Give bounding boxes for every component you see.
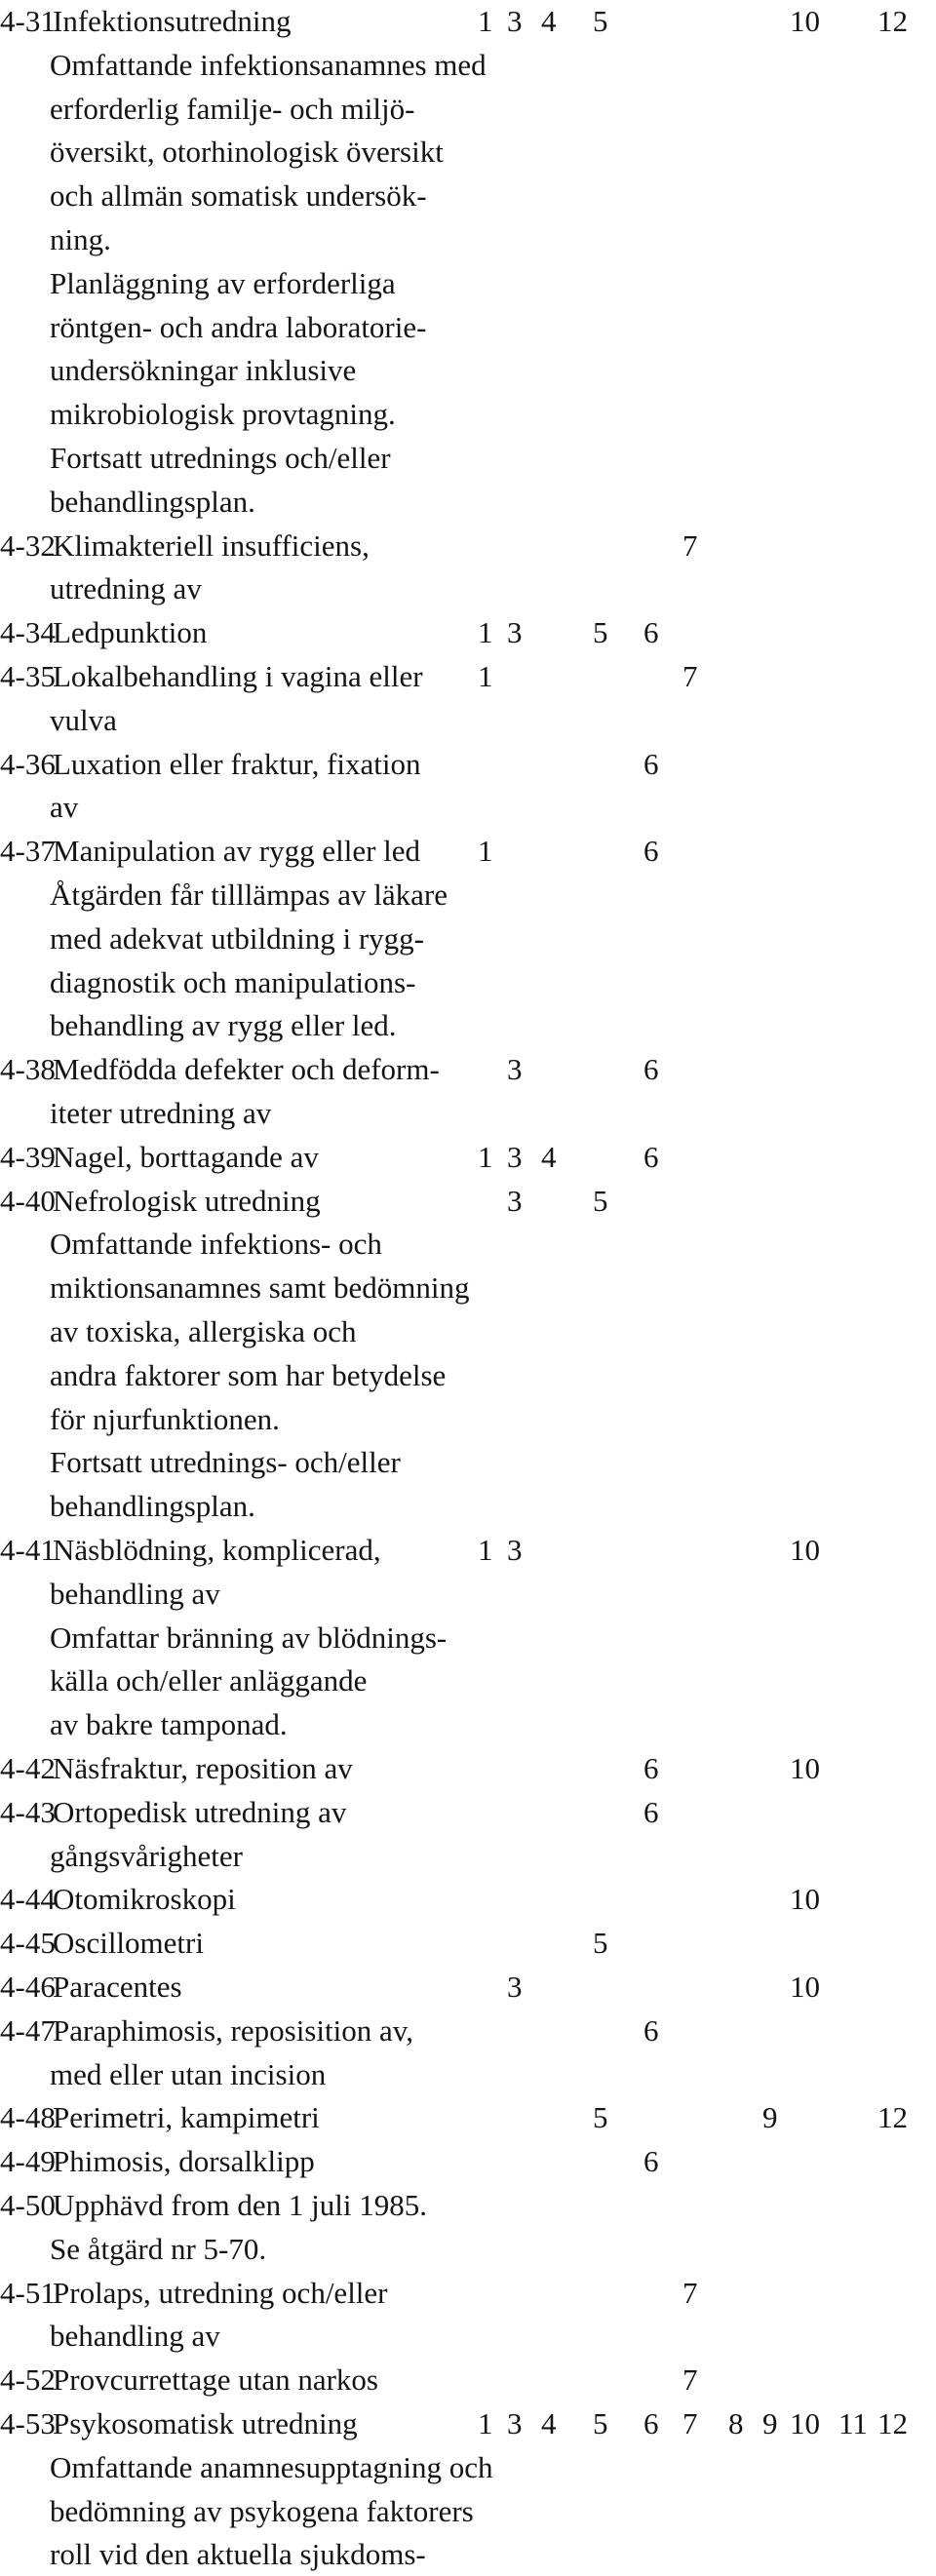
- entry-description: Fortsatt utrednings- och/eller: [50, 1445, 401, 1480]
- category-number: 6: [644, 746, 659, 781]
- entry-heading-line: [0, 2184, 936, 2227]
- entry-description-line: [0, 393, 936, 436]
- category-number: 1: [478, 615, 493, 650]
- entry-description: Åtgärden får tilllämpas av läkare: [50, 878, 448, 912]
- entry-description: av bakre tamponad.: [50, 1707, 288, 1742]
- entry-description: för njurfunktionen.: [50, 1401, 280, 1436]
- entry-description-line: [0, 44, 936, 87]
- entry-description-line: [0, 1573, 936, 1616]
- entry-description: behandling av rygg eller led.: [50, 1008, 397, 1043]
- entry-code: 4-38: [0, 1052, 56, 1087]
- entry-description: källa och/eller anläggande: [50, 1663, 368, 1698]
- entry-heading-line: [0, 2096, 936, 2139]
- category-number: 10: [790, 1970, 820, 2004]
- category-number: 6: [644, 2144, 659, 2179]
- entry-description: behandlingsplan.: [50, 484, 255, 519]
- category-number: 10: [790, 4, 820, 38]
- entry-heading-line: [0, 830, 936, 873]
- category-number: 6: [644, 1794, 659, 1829]
- entry-description-line: [0, 786, 936, 829]
- entry-description-line: [0, 2533, 936, 2576]
- category-number: 1: [478, 834, 493, 869]
- category-number: 4: [541, 4, 557, 38]
- entry-heading-line: [0, 1966, 936, 2009]
- entry-title: Lokalbehandling i vagina eller: [53, 659, 423, 693]
- entry-description: behandling av: [50, 2319, 220, 2354]
- entry-title: Provcurrettage utan narkos: [53, 2362, 378, 2398]
- entry-description: diagnostik och manipulations-: [50, 964, 416, 999]
- entry-title: Perimetri, kampimetri: [53, 2100, 320, 2135]
- entry-description: av: [50, 790, 79, 825]
- entry-description-line: [0, 2490, 936, 2533]
- entry-description-line: [0, 218, 936, 261]
- entry-heading-line: [0, 2359, 936, 2401]
- category-number: 12: [878, 2100, 908, 2135]
- entry-title: Nagel, borttagande av: [53, 1139, 319, 1174]
- entry-heading-line: [0, 1180, 936, 1223]
- entry-description-line: [0, 2446, 936, 2489]
- entry-description: erforderlig familje- och miljö-: [50, 91, 415, 126]
- entry-description-line: [0, 1703, 936, 1746]
- entry-heading-line: [0, 2402, 936, 2445]
- entry-heading-line: [0, 611, 936, 654]
- category-number: 1: [478, 1533, 493, 1567]
- entry-code: 4-37: [0, 834, 56, 869]
- entry-title: Nefrologisk utredning: [53, 1183, 321, 1218]
- entry-code: 4-48: [0, 2100, 56, 2135]
- entry-description: iteter utredning av: [50, 1096, 272, 1130]
- category-number: 6: [644, 1139, 659, 1174]
- entry-description: översikt, otorhinologisk översikt: [50, 135, 444, 170]
- category-number: 10: [790, 1533, 820, 1567]
- category-number: 7: [682, 527, 698, 563]
- category-number: 11: [838, 2406, 868, 2440]
- entry-description: med eller utan incision: [50, 2056, 327, 2091]
- entry-description: Planläggning av erforderliga: [50, 265, 396, 300]
- category-number: 6: [644, 2012, 659, 2048]
- entry-code: 4-51: [0, 2275, 56, 2310]
- category-number: 3: [507, 4, 523, 38]
- category-number: 5: [593, 2406, 608, 2440]
- category-number: 9: [762, 2406, 778, 2440]
- entry-description-line: [0, 1441, 936, 1484]
- entry-description: Omfattande anamnesupptagning och: [50, 2449, 493, 2484]
- entry-description: behandlingsplan.: [50, 1489, 255, 1524]
- category-number: 3: [507, 1139, 523, 1174]
- category-number: 1: [478, 2406, 493, 2440]
- entry-description: Fortsatt utrednings och/eller: [50, 441, 391, 475]
- entry-code: 4-34: [0, 615, 56, 650]
- entry-heading-line: [0, 1878, 936, 1921]
- category-number: 4: [541, 1139, 557, 1174]
- entry-title: Prolaps, utredning och/eller: [53, 2275, 388, 2310]
- entry-description-line: [0, 1223, 936, 1266]
- entry-description-line: [0, 2053, 936, 2096]
- entry-heading-line: [0, 1529, 936, 1572]
- entry-title: Paraphimosis, reposisition av,: [53, 2012, 413, 2048]
- category-number: 5: [593, 1926, 608, 1961]
- entry-description: och allmän somatisk undersök-: [50, 178, 427, 214]
- entry-code: 4-47: [0, 2012, 56, 2048]
- entry-title: Näsblödning, komplicerad,: [53, 1533, 381, 1567]
- entry-code: 4-44: [0, 1882, 56, 1917]
- entry-description-line: [0, 567, 936, 610]
- entry-description-line: [0, 262, 936, 305]
- entry-description-line: [0, 437, 936, 480]
- category-number: 5: [593, 2100, 608, 2135]
- entry-heading-line: [0, 1922, 936, 1965]
- entry-title: Paracentes: [53, 1970, 182, 2004]
- entry-heading-line: [0, 2010, 936, 2052]
- entry-code: 4-53: [0, 2406, 56, 2440]
- entry-description-line: [0, 1354, 936, 1397]
- entry-title: Luxation eller fraktur, fixation: [53, 746, 421, 781]
- category-number: 5: [593, 1183, 608, 1218]
- entry-heading-line: [0, 1791, 936, 1834]
- entry-heading-line: [0, 1048, 936, 1091]
- category-number: 10: [790, 1882, 820, 1917]
- entry-description-line: [0, 349, 936, 392]
- entry-heading-line: [0, 2140, 936, 2183]
- entry-code: 4-43: [0, 1794, 56, 1829]
- entry-code: 4-45: [0, 1926, 56, 1961]
- entry-code: 4-41: [0, 1533, 56, 1567]
- entry-heading-line: [0, 1747, 936, 1790]
- entry-description-line: [0, 481, 936, 524]
- entry-description-line: [0, 1092, 936, 1135]
- category-number: 6: [644, 1751, 659, 1785]
- entry-description: miktionsanamnes samt bedömning: [50, 1270, 470, 1306]
- entry-heading-line: [0, 743, 936, 786]
- category-number: 12: [878, 4, 908, 38]
- entry-description-line: [0, 961, 936, 1004]
- entry-description-line: [0, 1004, 936, 1047]
- category-number: 7: [682, 2362, 698, 2398]
- entry-heading-line: [0, 655, 936, 698]
- entry-description: av toxiska, allergiska och: [50, 1314, 357, 1348]
- entry-title: Oscillometri: [53, 1926, 204, 1961]
- category-number: 5: [593, 615, 608, 650]
- entry-description-line: [0, 1310, 936, 1353]
- entry-description: mikrobiologisk provtagning.: [50, 397, 396, 432]
- category-number: 3: [507, 1970, 523, 2004]
- entry-code: 4-31: [0, 4, 56, 38]
- entry-description-line: [0, 1835, 936, 1878]
- entry-title: Näsfraktur, reposition av: [53, 1751, 353, 1785]
- entry-description-line: [0, 1267, 936, 1309]
- entry-description: undersökningar inklusive: [50, 353, 357, 388]
- entry-description-line: [0, 306, 936, 349]
- entry-code: 4-52: [0, 2362, 56, 2398]
- entry-description: andra faktorer som har betydelse: [50, 1357, 447, 1392]
- entry-title: Manipulation av rygg eller led: [53, 834, 421, 869]
- entry-code: 4-42: [0, 1751, 56, 1785]
- entry-description: Se åtgärd nr 5-70.: [50, 2231, 267, 2266]
- entry-description-line: [0, 88, 936, 131]
- entry-description: Omfattande infektions- och: [50, 1227, 382, 1262]
- category-number: 1: [478, 1139, 493, 1174]
- entry-title: Ledpunktion: [53, 615, 208, 650]
- entry-title: Upphävd from den 1 juli 1985.: [53, 2188, 428, 2222]
- entry-title: Klimakteriell insufficiens,: [53, 527, 370, 563]
- category-number: 3: [507, 1533, 523, 1567]
- entry-title: Phimosis, dorsalklipp: [53, 2144, 315, 2179]
- entry-description-line: [0, 1659, 936, 1702]
- category-number: 3: [507, 1052, 523, 1087]
- entry-title: Otomikroskopi: [53, 1882, 236, 1917]
- entry-description: bedömning av psykogena faktorers: [50, 2493, 474, 2528]
- entry-description-line: [0, 874, 936, 917]
- entry-description-line: [0, 175, 936, 217]
- category-number: 7: [682, 2275, 698, 2310]
- entry-description-line: [0, 917, 936, 960]
- entry-description: med adekvat utbildning i rygg-: [50, 920, 424, 956]
- category-number: 6: [644, 1052, 659, 1087]
- entry-description-line: [0, 2228, 936, 2271]
- category-number: 6: [644, 2406, 659, 2440]
- entry-description-line: [0, 1617, 936, 1659]
- entry-heading-line: [0, 525, 936, 567]
- entry-description: Omfattar bränning av blödnings-: [50, 1620, 448, 1655]
- entry-code: 4-32: [0, 527, 56, 563]
- category-number: 7: [682, 2406, 698, 2440]
- entry-code: 4-35: [0, 659, 56, 693]
- category-number: 1: [478, 659, 493, 693]
- entry-description: utredning av: [50, 571, 202, 606]
- entry-description: roll vid den aktuella sjukdoms-: [50, 2537, 426, 2572]
- entry-description: ning.: [50, 222, 111, 256]
- entry-description: gångsvårigheter: [50, 1838, 243, 1873]
- entry-description-line: [0, 2315, 936, 2358]
- category-number: 10: [790, 1751, 820, 1785]
- entry-title: Ortopedisk utredning av: [53, 1794, 347, 1829]
- entry-heading-line: [0, 0, 936, 43]
- category-number: 12: [878, 2406, 908, 2440]
- entry-description-line: [0, 131, 936, 174]
- entry-description: vulva: [50, 702, 117, 737]
- category-number: 5: [593, 4, 608, 38]
- entry-description-line: [0, 1398, 936, 1441]
- entry-code: 4-39: [0, 1139, 56, 1174]
- entry-description: Omfattande infektionsanamnes med: [50, 47, 487, 82]
- category-number: 10: [790, 2406, 820, 2440]
- entry-heading-line: [0, 2272, 936, 2315]
- entry-title: Psykosomatisk utredning: [53, 2406, 358, 2440]
- category-number: 6: [644, 834, 659, 869]
- category-number: 1: [478, 4, 493, 38]
- entry-description-line: [0, 699, 936, 742]
- entry-title: Medfödda defekter och deform-: [53, 1052, 440, 1087]
- category-number: 6: [644, 615, 659, 650]
- entry-code: 4-46: [0, 1970, 56, 2004]
- entry-title: Infektionsutredning: [53, 4, 292, 38]
- entry-code: 4-49: [0, 2144, 56, 2179]
- entry-code: 4-36: [0, 746, 56, 781]
- category-number: 3: [507, 615, 523, 650]
- entry-heading-line: [0, 1136, 936, 1179]
- entry-description-line: [0, 1485, 936, 1528]
- category-number: 3: [507, 1183, 523, 1218]
- entry-code: 4-40: [0, 1183, 56, 1218]
- entry-code: 4-50: [0, 2188, 56, 2222]
- category-number: 3: [507, 2406, 523, 2440]
- category-number: 7: [682, 659, 698, 693]
- category-number: 8: [728, 2406, 744, 2440]
- category-number: 9: [762, 2100, 778, 2135]
- entry-description: röntgen- och andra laboratorie-: [50, 309, 427, 344]
- entry-description: behandling av: [50, 1576, 220, 1611]
- category-number: 4: [541, 2406, 557, 2440]
